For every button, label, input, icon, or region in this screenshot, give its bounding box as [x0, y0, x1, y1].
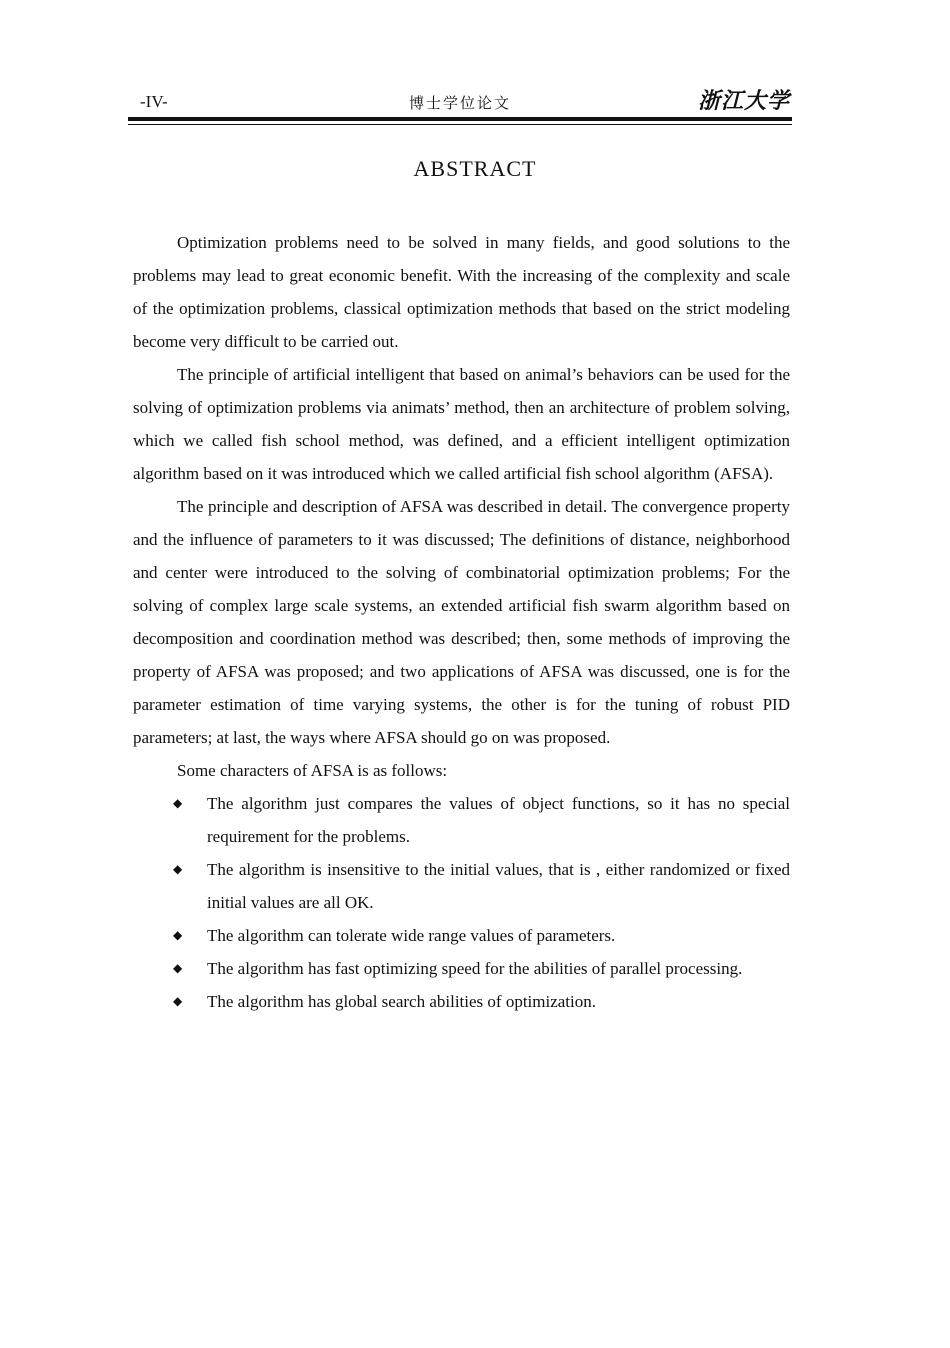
page-title: ABSTRACT [413, 156, 537, 181]
list-item-text: The algorithm is insensitive to the initial values, that is , either randomized or fixed initial values are all OK. [207, 860, 790, 912]
list-item-text: The algorithm just compares the values of object functions, so it has no special requirement for the problems. [207, 794, 790, 846]
list-item [133, 985, 790, 1018]
paragraph-1: Optimization problems need to be solved in many fields, and good solutions to the problems may lead to great economic benefit. With the increasing of the complexity and scale of the optimization problems, classical optimization methods that based on the strict modeling become very difficult to be carried out. [133, 233, 790, 351]
diamond-bullet-icon: ◆ [173, 928, 183, 942]
abstract-body [133, 226, 790, 1018]
list-item-text: The algorithm can tolerate wide range values of parameters. [207, 926, 616, 945]
list-item-text: The algorithm has global search abilities of optimization. [207, 992, 597, 1011]
list-intro: Some characters of AFSA is as follows: [177, 761, 448, 780]
list-item [133, 787, 790, 853]
characteristics-list [133, 787, 790, 1018]
diamond-bullet-icon: ◆ [173, 994, 183, 1008]
paragraph-2: The principle of artificial intelligent that based on animal’s behaviors can be used for the solving of optimization problems via animats’ method, then an architecture of problem solving, which we called fish school method, was defined, and a efficient intelligent optimization algorithm based on it was introduced which we called artificial fish school algorithm (AFSA). [133, 365, 790, 483]
list-item [133, 952, 790, 985]
university-logo: 浙江大学 [697, 88, 790, 113]
diamond-bullet-icon: ◆ [173, 961, 183, 975]
diamond-bullet-icon: ◆ [173, 796, 183, 810]
header-rule-thick [128, 117, 792, 121]
thesis-type-label: 博士学位论文 [408, 96, 511, 112]
list-item-text: The algorithm has fast optimizing speed for the abilities of parallel processing. [207, 959, 743, 978]
list-item [133, 853, 790, 919]
page-number: -IV- [140, 92, 168, 111]
paragraph-3: The principle and description of AFSA was described in detail. The convergence property and the influence of parameters to it was discussed; The definitions of distance, neighborhood and center were introduced to the solving of combinatorial optimization problems; For the solving of complex large scale systems, an extended artificial fish swarm algorithm based on decomposition and coordination method was described; then, some methods of improving the property of AFSA was proposed; and two applications of AFSA was discussed, one is for the parameter estimation of time varying systems, the other is for the tuning of robust PID parameters; at last, the ways where AFSA should go on was proposed. [133, 497, 790, 747]
diamond-bullet-icon: ◆ [173, 862, 183, 876]
list-item [133, 919, 790, 952]
header-rule-thin [128, 124, 792, 125]
